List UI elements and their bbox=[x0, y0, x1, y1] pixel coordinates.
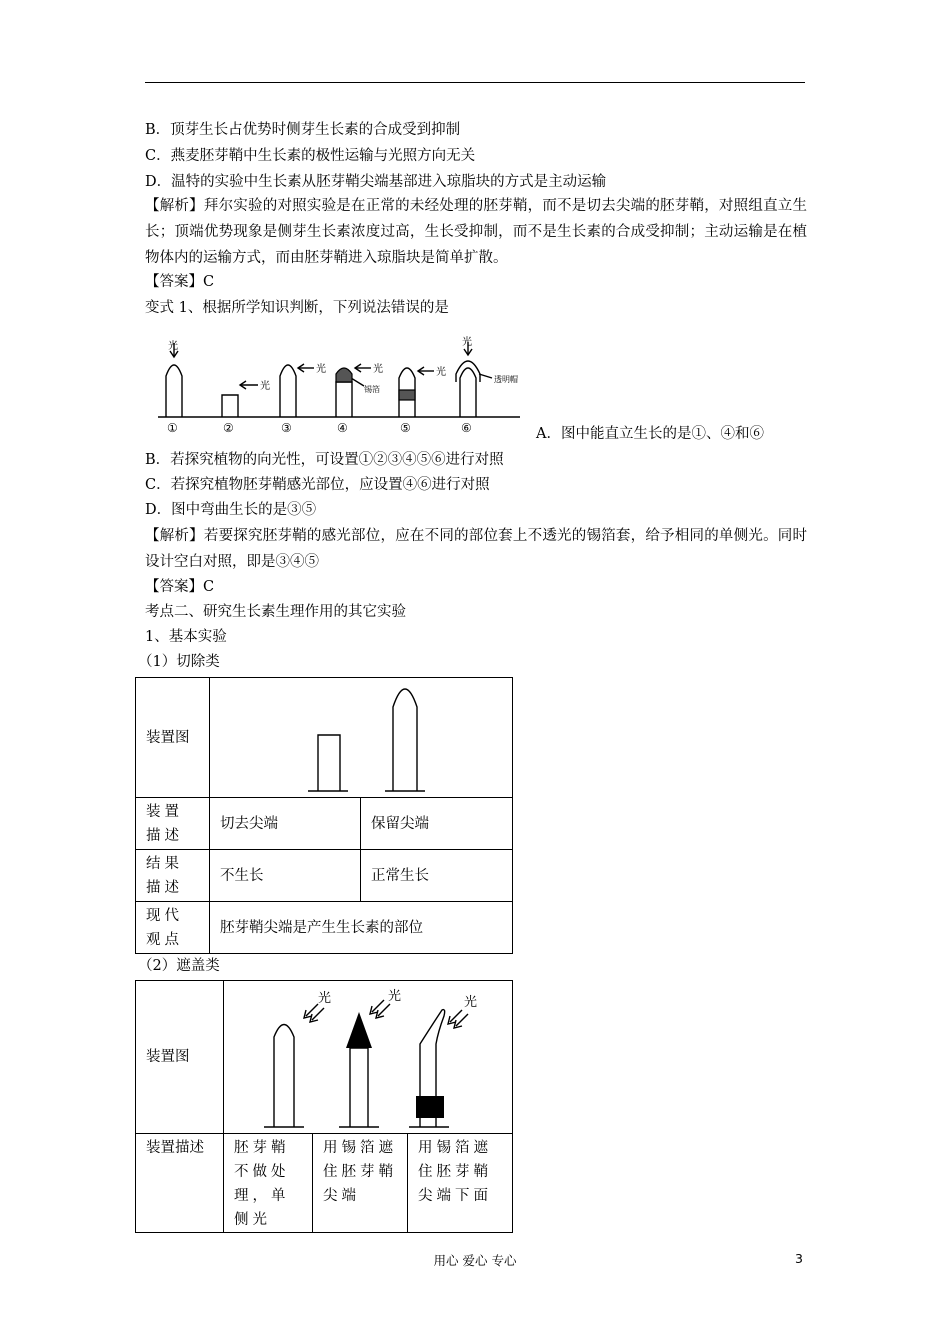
foil-tip-black bbox=[346, 1012, 372, 1048]
basic-experiment: 1、基本实验 bbox=[145, 629, 227, 645]
t1-result-a: 不生长 bbox=[210, 850, 361, 902]
plain-coleoptile bbox=[274, 1024, 294, 1127]
covering-diagram bbox=[224, 982, 510, 1133]
cut-category: （1）切除类 bbox=[138, 654, 220, 670]
light-label-6: 光 bbox=[462, 337, 472, 348]
light-label-5: 光 bbox=[436, 367, 446, 378]
page-number: 3 bbox=[795, 1251, 803, 1266]
t2-desc-c: 用锡箔遮住胚芽鞘尖端下面 bbox=[408, 1134, 513, 1233]
t2-light-2: 光 bbox=[388, 988, 402, 1004]
footer-motto: 用心 爱心 专心 bbox=[433, 1253, 517, 1268]
option-d-1: D．温特的实验中生长素从胚芽鞘尖端基部进入琼脂块的方式是主动运输 bbox=[145, 174, 607, 190]
option-b-2: B．若探究植物的向光性，可设置①②③④⑤⑥进行对照 bbox=[145, 452, 504, 468]
t2-light-3: 光 bbox=[464, 994, 478, 1010]
coleoptile-1 bbox=[166, 365, 182, 417]
t2-desc-label: 装置描述 bbox=[136, 1134, 224, 1233]
t1-result-label: 结果描述 bbox=[136, 850, 210, 902]
light-label-4: 光 bbox=[373, 364, 383, 375]
covering-table bbox=[135, 980, 513, 1233]
t1-apparatus-cell bbox=[210, 678, 513, 798]
option-c-1: C．燕麦胚芽鞘中生长素的极性运输与光照方向无关 bbox=[145, 148, 476, 164]
answer-1: 【答案】C bbox=[145, 274, 215, 290]
num-4: ④ bbox=[337, 421, 348, 435]
cover-category: （2）遮盖类 bbox=[138, 958, 220, 974]
num-2: ② bbox=[223, 421, 234, 435]
variant-question: 变式 1、根据所学知识判断，下列说法错误的是 bbox=[145, 300, 449, 316]
t2-apparatus-label: 装置图 bbox=[136, 981, 224, 1134]
foil-cap bbox=[336, 368, 352, 382]
header-rule bbox=[145, 82, 805, 83]
tip-covered-coleoptile bbox=[350, 1048, 368, 1127]
coleoptile-2 bbox=[222, 395, 238, 417]
t1-view-label: 现代观点 bbox=[136, 902, 210, 954]
t2-apparatus-cell bbox=[224, 981, 513, 1134]
analysis-1: 【解析】拜尔实验的对照实验是在正常的未经处理的胚芽鞘，而不是切去尖端的胚芽鞘，对照组直立生长；顶端优势现象是侧芽生长素浓度过高，生长受抑制，而不是生长素的合成受抑制；主动运输是在植物体内的运输方式，而由胚芽鞘进入琼脂块是简单扩散。 bbox=[145, 198, 807, 266]
intact-coleoptile bbox=[393, 689, 417, 791]
foil-band-black bbox=[416, 1096, 444, 1118]
coleoptile-4 bbox=[336, 382, 352, 417]
foil-ring bbox=[399, 390, 415, 400]
option-d-2: D．图中弯曲生长的是③⑤ bbox=[145, 502, 317, 518]
light-label-3: 光 bbox=[316, 364, 326, 375]
coleoptile-6 bbox=[460, 368, 476, 417]
option-c-2: C．若探究植物胚芽鞘感光部位，应设置④⑥进行对照 bbox=[145, 477, 490, 493]
t2-desc-b: 用锡箔遮住胚芽鞘尖端 bbox=[313, 1134, 408, 1233]
t1-desc-label: 装置描述 bbox=[136, 798, 210, 850]
num-1: ① bbox=[167, 421, 178, 435]
cut-coleoptile bbox=[318, 735, 340, 791]
coleoptile-figure bbox=[150, 334, 530, 438]
t1-desc-a: 切去尖端 bbox=[210, 798, 361, 850]
excision-table bbox=[135, 677, 513, 954]
num-3: ③ bbox=[281, 421, 292, 435]
t1-desc-b: 保留尖端 bbox=[361, 798, 513, 850]
option-a-2: A．图中能直立生长的是①、④和⑥ bbox=[536, 426, 764, 442]
analysis-2: 【解析】若要探究胚芽鞘的感光部位，应在不同的部位套上不透光的锡箔套，给予相同的单侧光。同时设计空白对照，即是③④⑤ bbox=[145, 528, 807, 570]
t1-view-value: 胚芽鞘尖端是产生生长素的部位 bbox=[210, 902, 513, 954]
answer-2: 【答案】C bbox=[145, 579, 215, 595]
t1-result-b: 正常生长 bbox=[361, 850, 513, 902]
cap-label: 透明帽 bbox=[494, 375, 518, 384]
excision-diagram bbox=[210, 679, 510, 797]
light-label-1: 光 bbox=[168, 341, 178, 352]
option-b-1: B．顶芽生长占优势时侧芽生长素的合成受到抑制 bbox=[145, 122, 461, 138]
num-5: ⑤ bbox=[400, 421, 411, 435]
t1-apparatus-label: 装置图 bbox=[136, 678, 210, 798]
section-heading: 考点二、研究生长素生理作用的其它实验 bbox=[145, 604, 406, 620]
t2-light-1: 光 bbox=[318, 990, 332, 1006]
t2-desc-a: 胚芽鞘不做处理，单侧光 bbox=[224, 1134, 313, 1233]
light-label-2: 光 bbox=[260, 381, 270, 392]
num-6: ⑥ bbox=[461, 421, 472, 435]
coleoptile-3 bbox=[280, 365, 296, 417]
foil-label: 锡箔 bbox=[364, 385, 380, 394]
